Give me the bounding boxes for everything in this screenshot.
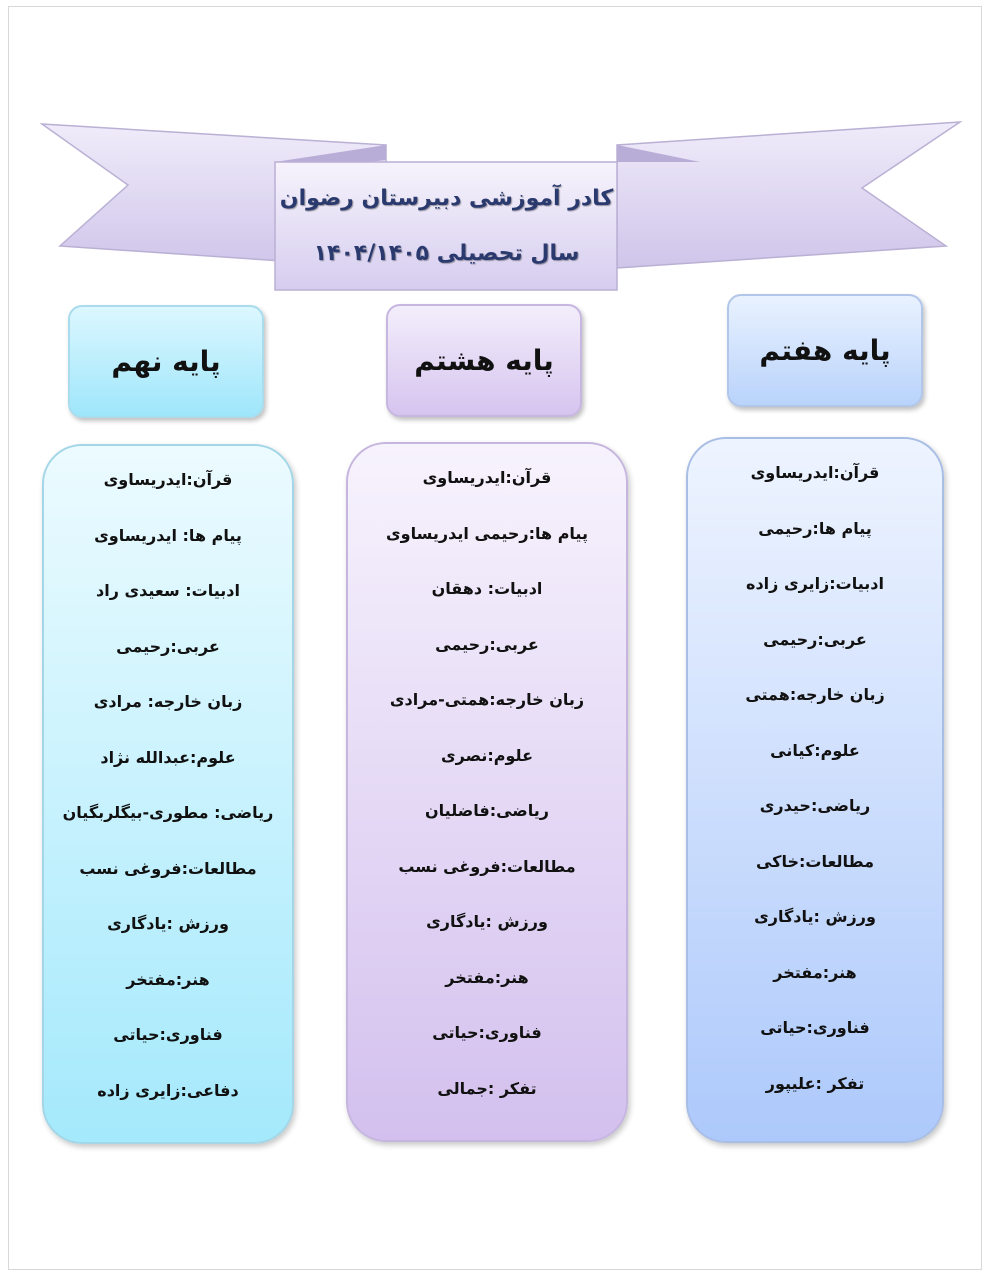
banner-text bbox=[275, 162, 618, 290]
list-item: زبان خارجه:همتی bbox=[745, 685, 885, 704]
grade-7-teacher-list bbox=[686, 437, 944, 1143]
list-item: قرآن:ایدریساوی bbox=[422, 468, 552, 487]
list-item: عربی:رحیمی bbox=[763, 629, 867, 649]
list-item: فناوری:حیاتی bbox=[760, 1018, 870, 1037]
list-item: عربی:رحیمی bbox=[116, 636, 220, 656]
ribbon-right-tail bbox=[617, 122, 960, 268]
list-item: علوم:عبدالله نژاد bbox=[100, 747, 236, 767]
list-item: ورزش :یادگاری bbox=[754, 907, 876, 926]
list-item: پیام ها:رحیمی ایدریساوی bbox=[386, 523, 588, 543]
list-item: قرآن:ایدریساوی bbox=[103, 470, 233, 489]
list-item: ادبیات: سعیدی راد bbox=[96, 581, 240, 600]
list-item: مطالعات:خاکی bbox=[755, 851, 875, 871]
banner-school-year: سال تحصیلی ۱۴۰۴/۱۴۰۵ bbox=[313, 241, 580, 266]
list-item: زبان خارجه: مرادی bbox=[93, 692, 243, 711]
list-item: ریاضی:فاضلیان bbox=[425, 801, 549, 820]
list-item: مطالعات:فروغی نسب bbox=[79, 858, 257, 878]
list-item: زبان خارجه:همتی-مرادی bbox=[389, 690, 585, 709]
list-item: علوم:کیانی bbox=[770, 740, 860, 760]
list-item: ادبیات: دهقان bbox=[431, 579, 543, 598]
grade-9-header: پایه نهم bbox=[68, 305, 264, 418]
grade-7-header: پایه هفتم bbox=[727, 294, 923, 407]
list-item: ورزش :یادگاری bbox=[426, 912, 548, 931]
grade-8-teacher-list bbox=[346, 442, 628, 1142]
list-item: پیام ها:رحیمی bbox=[758, 518, 872, 538]
list-item: تفکر :جمالی bbox=[437, 1078, 537, 1098]
list-item: هنر:مفتخر bbox=[126, 969, 210, 989]
list-item: ریاضی:حیدری bbox=[759, 796, 871, 815]
list-item: هنر:مفتخر bbox=[773, 962, 857, 982]
list-item: مطالعات:فروغی نسب bbox=[398, 856, 576, 876]
list-item: فناوری:حیاتی bbox=[113, 1025, 223, 1044]
list-item: عربی:رحیمی bbox=[435, 634, 539, 654]
list-item: تفکر :علیپور bbox=[765, 1073, 865, 1093]
banner-title: کادر آموزشی دبیرستان رضوان bbox=[279, 186, 614, 211]
grade-9-teacher-list bbox=[42, 444, 294, 1144]
list-item: قرآن:ایدریساوی bbox=[750, 463, 880, 482]
list-item: ورزش :یادگاری bbox=[107, 914, 229, 933]
list-item: پیام ها: ایدریساوی bbox=[94, 525, 242, 545]
list-item: ریاضی: مطوری-بیگلربگیان bbox=[62, 803, 274, 822]
list-item: دفاعی:زایری زاده bbox=[97, 1080, 239, 1100]
list-item: علوم:نصری bbox=[440, 745, 533, 765]
grade-8-header: پایه هشتم bbox=[386, 304, 582, 417]
list-item: هنر:مفتخر bbox=[445, 967, 529, 987]
list-item: ادبیات:زایری زاده bbox=[746, 574, 884, 593]
list-item: فناوری:حیاتی bbox=[432, 1023, 542, 1042]
